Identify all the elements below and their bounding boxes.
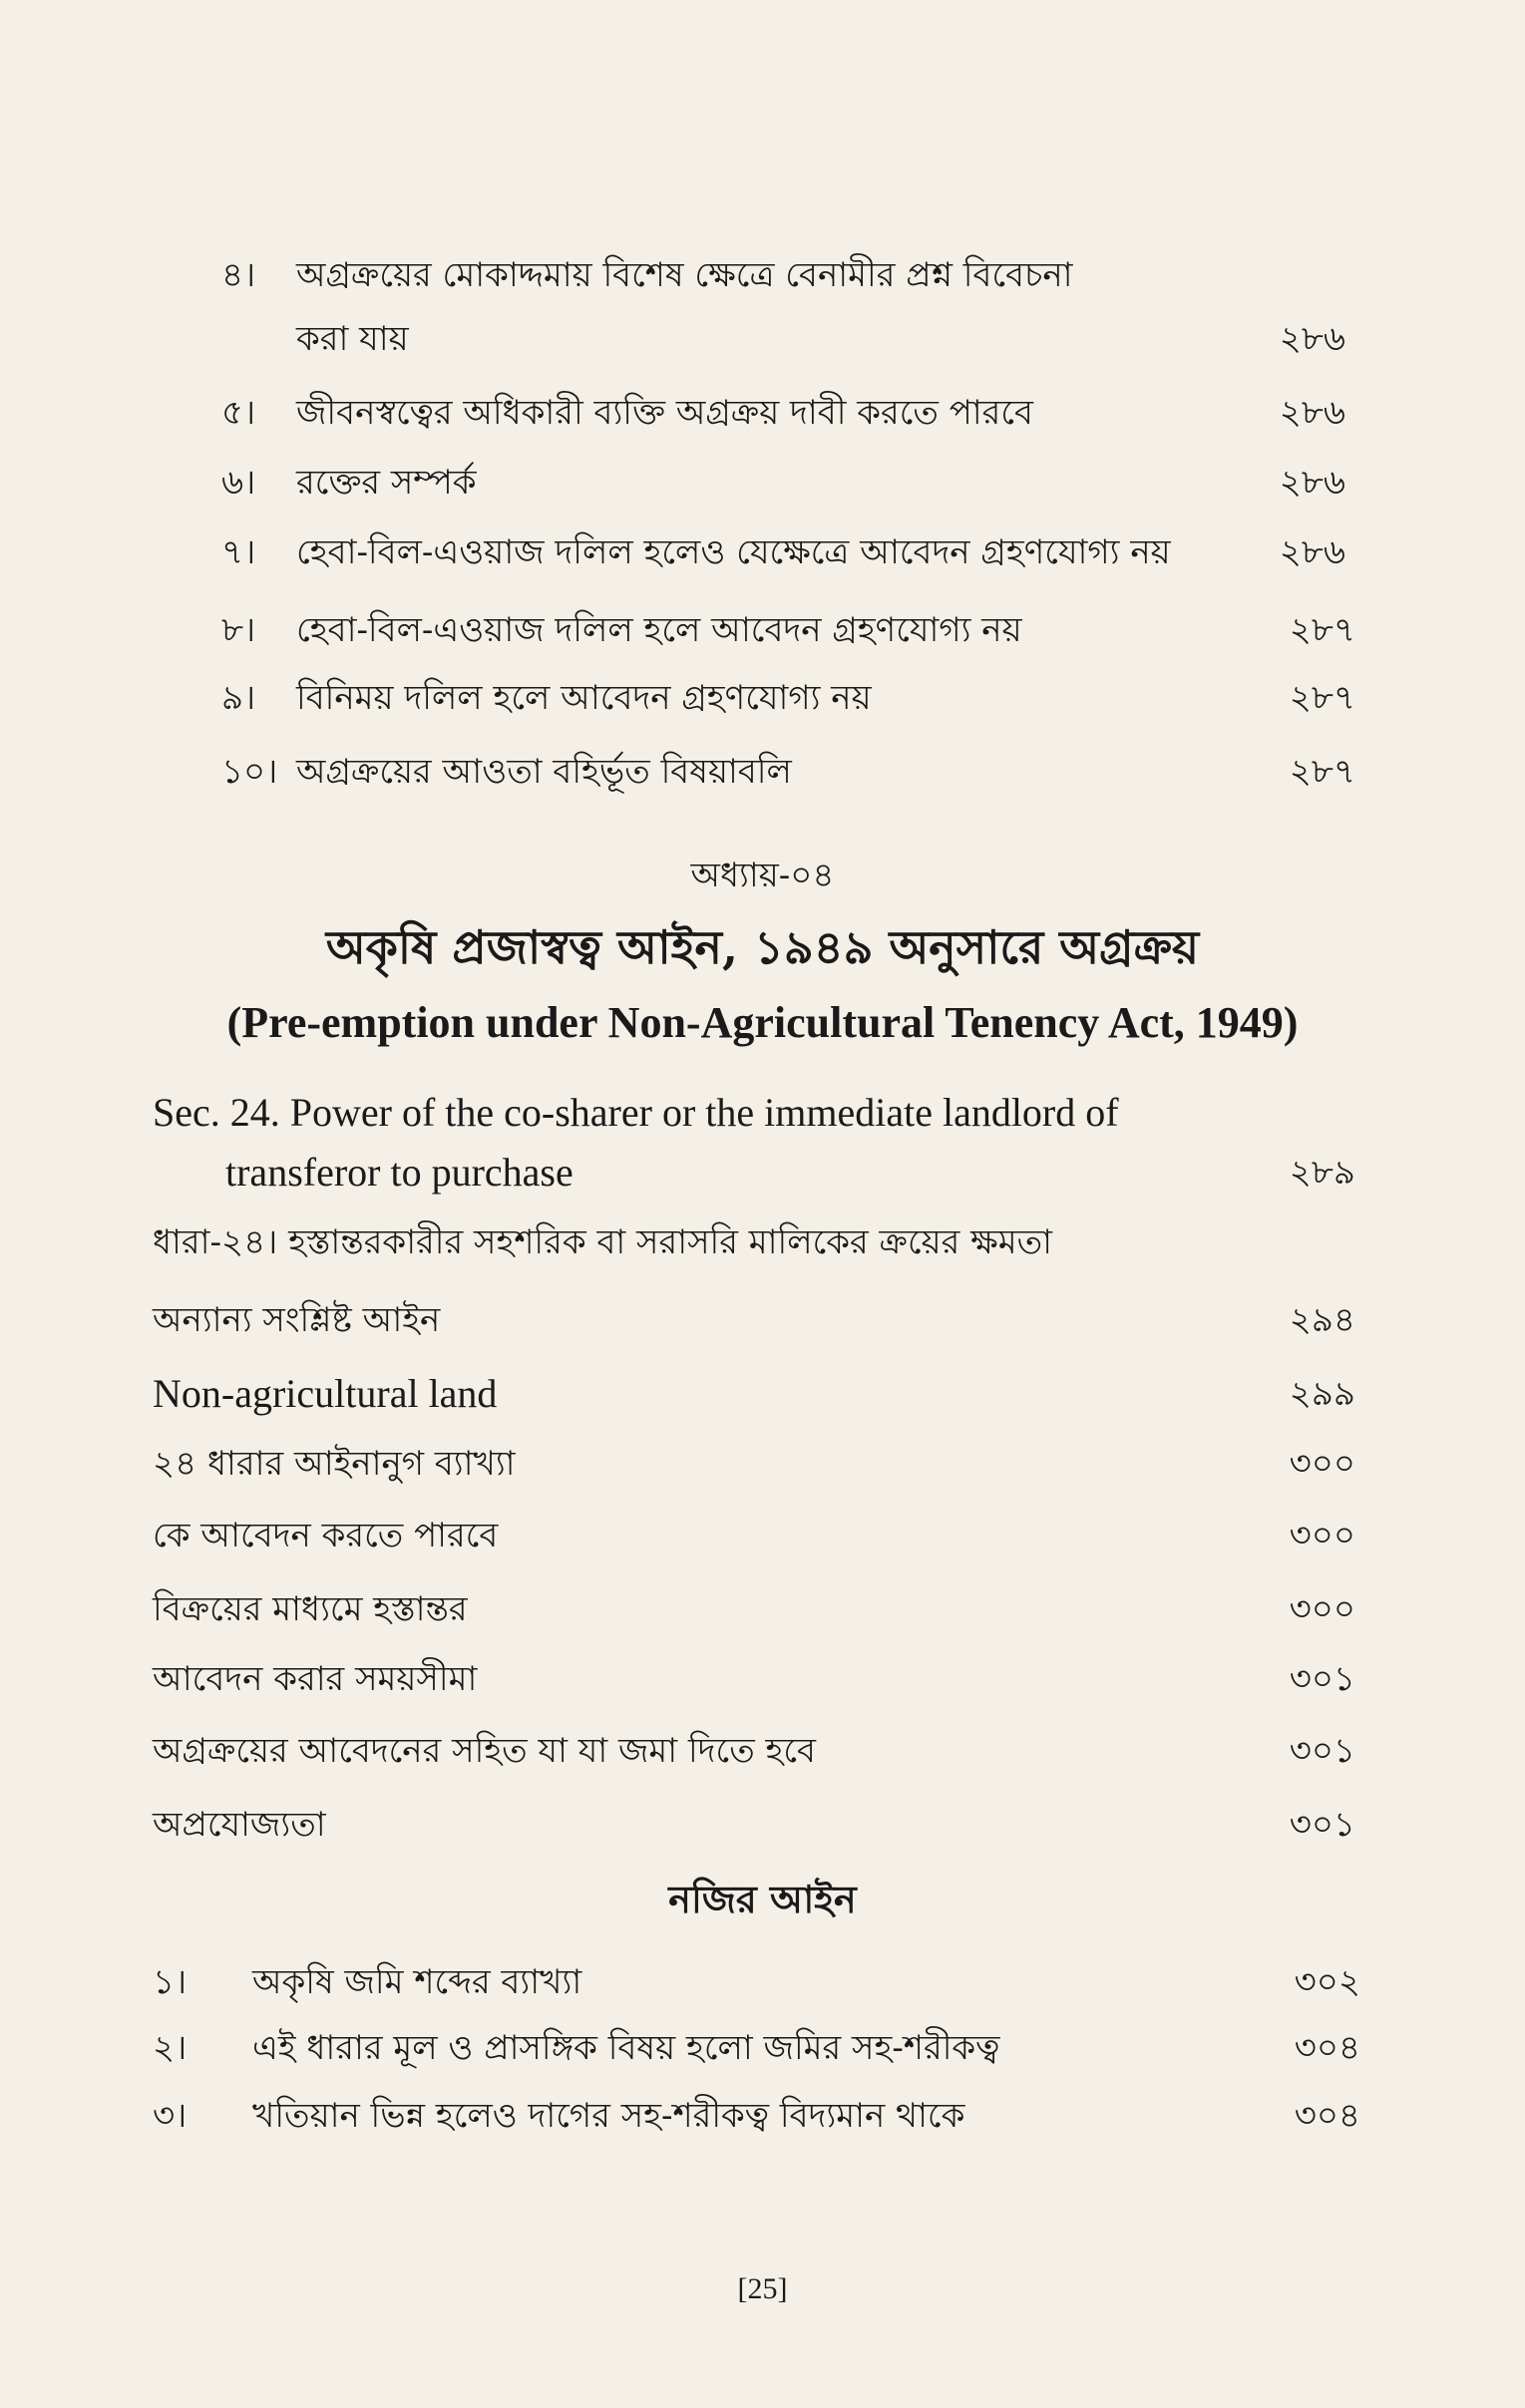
entry-page: ২৯৪ (1289, 1300, 1355, 1340)
chapter-title-en: (Pre-emption under Non-Agricultural Tenency Act, 1949) (226, 998, 1299, 1047)
entry-text: এই ধারার মূল ও প্রাসঙ্গিক বিষয় হলো জমির সহ-শরীকত্ব (252, 2028, 1000, 2068)
toc-entry (221, 253, 1073, 297)
toc-entry (153, 2026, 999, 2070)
entry-index: ৯। (221, 678, 256, 718)
entry-page: ৩০৪ (1294, 2028, 1360, 2068)
page-number: [25] (737, 2272, 788, 2305)
entry-index: ৬। (221, 463, 256, 503)
entry-text: খতিয়ান ভিন্ন হলেও দাগের সহ-শরীকত্ব বিদ্যমান থাকে (252, 2096, 965, 2136)
entry-page: ৩০২ (1294, 1962, 1360, 2002)
toc-entry-text: অপ্রযোজ্যতা (153, 1805, 326, 1845)
chapter-title-bn: অকৃষি প্রজাস্বত্ব আইন, ১৯৪৯ অনুসারে অগ্রক্রয় (325, 920, 1200, 974)
entry-index: ৩। (153, 2096, 188, 2136)
entry-text: বিনিময় দলিল হলে আবেদন গ্রহণযোগ্য নয় (296, 678, 872, 718)
entry-index: ২। (153, 2028, 188, 2068)
section-heading-line1: Sec. 24. Power of the co-sharer or the immediate landlord of (153, 1090, 1119, 1135)
entry-page: ৩০১ (1289, 1659, 1355, 1699)
entry-page: ৩০১ (1289, 1805, 1355, 1845)
toc-entry (153, 1960, 581, 2004)
entry-page: ২৯৯ (1289, 1374, 1355, 1414)
section-heading-line2: transferor to purchase (225, 1150, 573, 1195)
entry-text: অগ্রক্রয়ের মোকাদ্দমায় বিশেষ ক্ষেত্রে বেনামীর প্রশ্ন বিবেচনা (296, 255, 1073, 295)
toc-entry (153, 2094, 964, 2138)
toc-entry-text: ২৪ ধারার আইনানুগ ব্যাখ্যা (153, 1444, 516, 1484)
toc-entry (221, 530, 1171, 574)
entry-index: ১। (153, 1962, 188, 2002)
section-page: ২৮৯ (1289, 1153, 1355, 1193)
toc-entry (221, 391, 1033, 435)
entry-page: ২৮৭ (1289, 678, 1355, 718)
entry-page: ২৮৭ (1289, 610, 1355, 650)
section-heading-bn: ধারা-২৪। হস্তান্তরকারীর সহশরিক বা সরাসরি মালিকের ক্রয়ের ক্ষমতা (153, 1222, 1052, 1262)
toc-entry-text: আবেদন করার সময়সীমা (153, 1659, 478, 1699)
toc-entry-text: অন্যান্য সংশ্লিষ্ট আইন (153, 1300, 441, 1340)
case-law-heading: নজির আইন (668, 1877, 857, 1921)
entry-text: জীবনস্বত্বের অধিকারী ব্যক্তি অগ্রক্রয় দাবী করতে পারবে (296, 393, 1033, 433)
entry-text: হেবা-বিল-এওয়াজ দলিল হলে আবেদন গ্রহণযোগ্য নয় (296, 610, 1022, 650)
entry-index: ১০। (221, 752, 278, 792)
entry-page: ৩০০ (1289, 1516, 1355, 1555)
entry-page: ৩০০ (1289, 1589, 1355, 1629)
toc-entry-text: Non-agricultural land (153, 1371, 498, 1416)
entry-text: হেবা-বিল-এওয়াজ দলিল হলেও যেক্ষেত্রে আবেদন গ্রহণযোগ্য নয় (296, 532, 1171, 572)
entry-index: ৪। (221, 255, 256, 295)
entry-index: ৮। (221, 610, 256, 650)
chapter-label: অধ্যায়-০৪ (690, 856, 835, 895)
entry-index: ৫। (221, 393, 256, 433)
toc-entry-text: অগ্রক্রয়ের আবেদনের সহিত যা যা জমা দিতে হবে (153, 1731, 816, 1771)
entry-text: রক্তের সম্পর্ক (296, 463, 477, 503)
toc-entry (221, 750, 792, 794)
entry-page: ৩০০ (1289, 1444, 1355, 1484)
entry-index: ৭। (221, 532, 256, 572)
entry-continuation: করা যায় (296, 319, 409, 359)
toc-entry (221, 461, 477, 505)
entry-page: ৩০১ (1289, 1731, 1355, 1771)
entry-text: অকৃষি জমি শব্দের ব্যাখ্যা (252, 1962, 582, 2002)
toc-entry (221, 608, 1022, 652)
toc-entry-text: কে আবেদন করতে পারবে (153, 1516, 499, 1555)
entry-page: ২৮৬ (1279, 393, 1345, 433)
entry-page: ২৮৭ (1289, 752, 1355, 792)
entry-page: ৩০৪ (1294, 2096, 1360, 2136)
entry-page: ২৮৬ (1279, 463, 1345, 503)
entry-text: অগ্রক্রয়ের আওতা বহির্ভূত বিষয়াবলি (296, 752, 792, 792)
toc-entry (221, 676, 872, 720)
entry-page: ২৮৬ (1279, 532, 1345, 572)
toc-entry-text: বিক্রয়ের মাধ্যমে হস্তান্তর (153, 1589, 468, 1629)
entry-page: ২৮৬ (1279, 319, 1345, 359)
